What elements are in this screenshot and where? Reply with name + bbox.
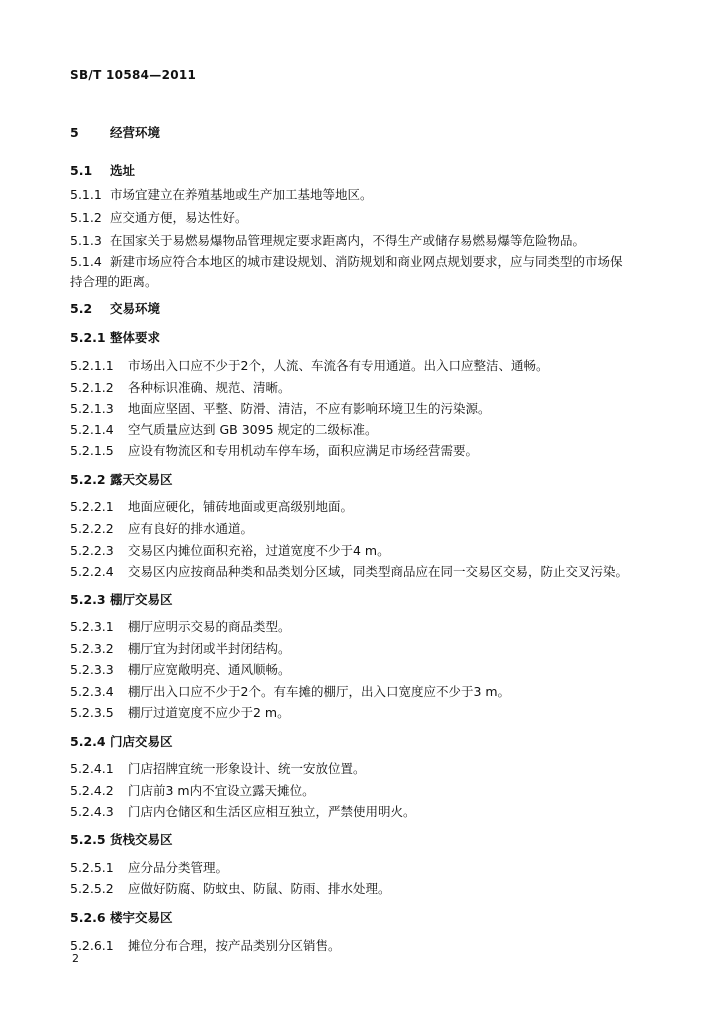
clause-number: 5 (70, 125, 79, 140)
clause-text: 棚厅应宽敞明亮、通风顺畅。 (128, 662, 291, 677)
clause-text: 应有良好的排水通道。 (128, 521, 254, 536)
clause-line (70, 860, 228, 876)
clause-number: 5.2.3.5 (70, 705, 114, 720)
clause-line (70, 233, 585, 249)
clause-number: 5.2.2.2 (70, 521, 114, 536)
clause-text: 市场出入口应不少于2个，人流、车流各有专用通道。出入口应整洁、通畅。 (128, 358, 549, 373)
clause-line (70, 804, 416, 820)
clause-line (70, 543, 390, 559)
clause-line (70, 662, 291, 678)
clause-text: 各种标识准确、规范、清晰。 (128, 380, 291, 395)
clause-line (70, 443, 478, 459)
clause-line (70, 783, 315, 799)
clause-number: 5.2.4 (70, 734, 106, 749)
clause-text: 市场宜建立在养殖基地或生产加工基地等地区。 (110, 187, 373, 202)
clause-line (70, 761, 366, 777)
clause-number: 5.1.4 (70, 254, 102, 269)
clause-text: 选址 (110, 163, 136, 178)
clause-number: 5.2.3.2 (70, 641, 114, 656)
clause-number: 5.2.4.1 (70, 761, 114, 776)
clause-text: 地面应坚固、平整、防滑、清洁，不应有影响环境卫生的污染源。 (128, 401, 491, 416)
clause-number: 5.2 (70, 301, 93, 316)
clause-line (70, 499, 353, 515)
clause-text: 空气质量应达到 GB 3095 规定的二级标准。 (128, 422, 378, 437)
clause-text: 楼宇交易区 (110, 910, 173, 925)
clause-text: 门店内仓储区和生活区应相互独立，严禁使用明火。 (128, 804, 416, 819)
clause-text: 货栈交易区 (110, 832, 173, 847)
section-heading (70, 330, 160, 346)
clause-text: 门店招牌宜统一形象设计、统一安放位置。 (128, 761, 366, 776)
clause-text: 经营环境 (110, 125, 161, 140)
clause-line (70, 641, 291, 657)
clause-number: 5.1.1 (70, 187, 102, 202)
clause-number: 5.2.3.4 (70, 684, 114, 699)
clause-line (70, 401, 491, 417)
section-heading (70, 592, 173, 608)
section-heading (70, 125, 160, 141)
clause-line (70, 521, 253, 537)
clause-line (70, 274, 158, 290)
clause-text: 棚厅应明示交易的商品类型。 (128, 619, 291, 634)
clause-text: 地面应硬化，铺砖地面或更高级别地面。 (128, 499, 354, 514)
clause-text: 新建市场应符合本地区的城市建设规划、消防规划和商业网点规划要求，应与同类型的市场保 (110, 254, 623, 269)
clause-number: 5.2.4.3 (70, 804, 114, 819)
clause-text: 持合理的距离。 (70, 274, 158, 289)
clause-text: 整体要求 (110, 330, 161, 345)
section-heading (70, 832, 173, 848)
section-heading (70, 163, 135, 179)
clause-line (70, 187, 373, 203)
clause-text: 应交通方便，易达性好。 (110, 210, 248, 225)
section-heading (70, 472, 173, 488)
clause-number: 5.2.5.2 (70, 881, 114, 896)
clause-text: 露天交易区 (110, 472, 173, 487)
clause-text: 棚厅宜为封闭或半封闭结构。 (128, 641, 291, 656)
clause-number: 5.2.3.1 (70, 619, 114, 634)
clause-line (70, 619, 291, 635)
clause-number: 5.2.1.4 (70, 422, 114, 437)
section-heading (70, 734, 173, 750)
clause-line (70, 210, 248, 226)
clause-number: 5.2.1 (70, 330, 106, 345)
clause-line (70, 705, 290, 721)
clause-text: 门店交易区 (110, 734, 173, 749)
section-heading (70, 910, 173, 926)
clause-text: 摊位分布合理，按产品类别分区销售。 (128, 938, 341, 953)
section-heading (70, 301, 160, 317)
clause-number: 5.2.6 (70, 910, 106, 925)
clause-text: 棚厅过道宽度不应少于2 m。 (128, 705, 290, 720)
clause-text: 在国家关于易燃易爆物品管理规定要求距离内，不得生产或储存易燃易爆等危险物品。 (110, 233, 586, 248)
clause-text: 棚厅交易区 (110, 592, 173, 607)
clause-number: 5.2.2 (70, 472, 106, 487)
clause-number: 5.2.1.5 (70, 443, 114, 458)
clause-text: 交易环境 (110, 301, 161, 316)
clause-number: 5.1.3 (70, 233, 102, 248)
page-number: 2 (72, 952, 79, 965)
clause-number: 5.2.3.3 (70, 662, 114, 677)
clause-text: 棚厅出入口应不少于2个。有车摊的棚厅，出入口宽度应不少于3 m。 (128, 684, 511, 699)
clause-line (70, 881, 391, 897)
clause-text: 应设有物流区和专用机动车停车场，面积应满足市场经营需要。 (128, 443, 479, 458)
clause-line (70, 422, 378, 438)
clause-text: 门店前3 m内不宜设立露天摊位。 (128, 783, 315, 798)
clause-line (70, 684, 510, 700)
clause-line (70, 564, 628, 580)
clause-number: 5.2.3 (70, 592, 106, 607)
clause-line (70, 938, 341, 954)
clause-text: 交易区内摊位面积充裕，过道宽度不少于4 m。 (128, 543, 390, 558)
clause-number: 5.2.2.4 (70, 564, 114, 579)
clause-line (70, 380, 291, 396)
clause-line (70, 358, 548, 374)
clause-line (70, 254, 623, 270)
clause-number: 5.2.2.1 (70, 499, 114, 514)
clause-number: 5.1 (70, 163, 93, 178)
clause-text: 交易区内应按商品种类和品类划分区域，同类型商品应在同一交易区交易，防止交叉污染。 (128, 564, 629, 579)
clause-number: 5.2.5 (70, 832, 106, 847)
clause-number: 5.2.2.3 (70, 543, 114, 558)
clause-text: 应分品分类管理。 (128, 860, 229, 875)
clause-text: 应做好防腐、防蚊虫、防鼠、防雨、排水处理。 (128, 881, 391, 896)
clause-number: 5.1.2 (70, 210, 102, 225)
clause-number: 5.2.1.3 (70, 401, 114, 416)
clause-number: 5.2.5.1 (70, 860, 114, 875)
clause-number: 5.2.6.1 (70, 938, 114, 953)
standard-number-header: SB/T 10584—2011 (70, 68, 197, 82)
clause-number: 5.2.1.1 (70, 358, 114, 373)
clause-number: 5.2.1.2 (70, 380, 114, 395)
clause-number: 5.2.4.2 (70, 783, 114, 798)
